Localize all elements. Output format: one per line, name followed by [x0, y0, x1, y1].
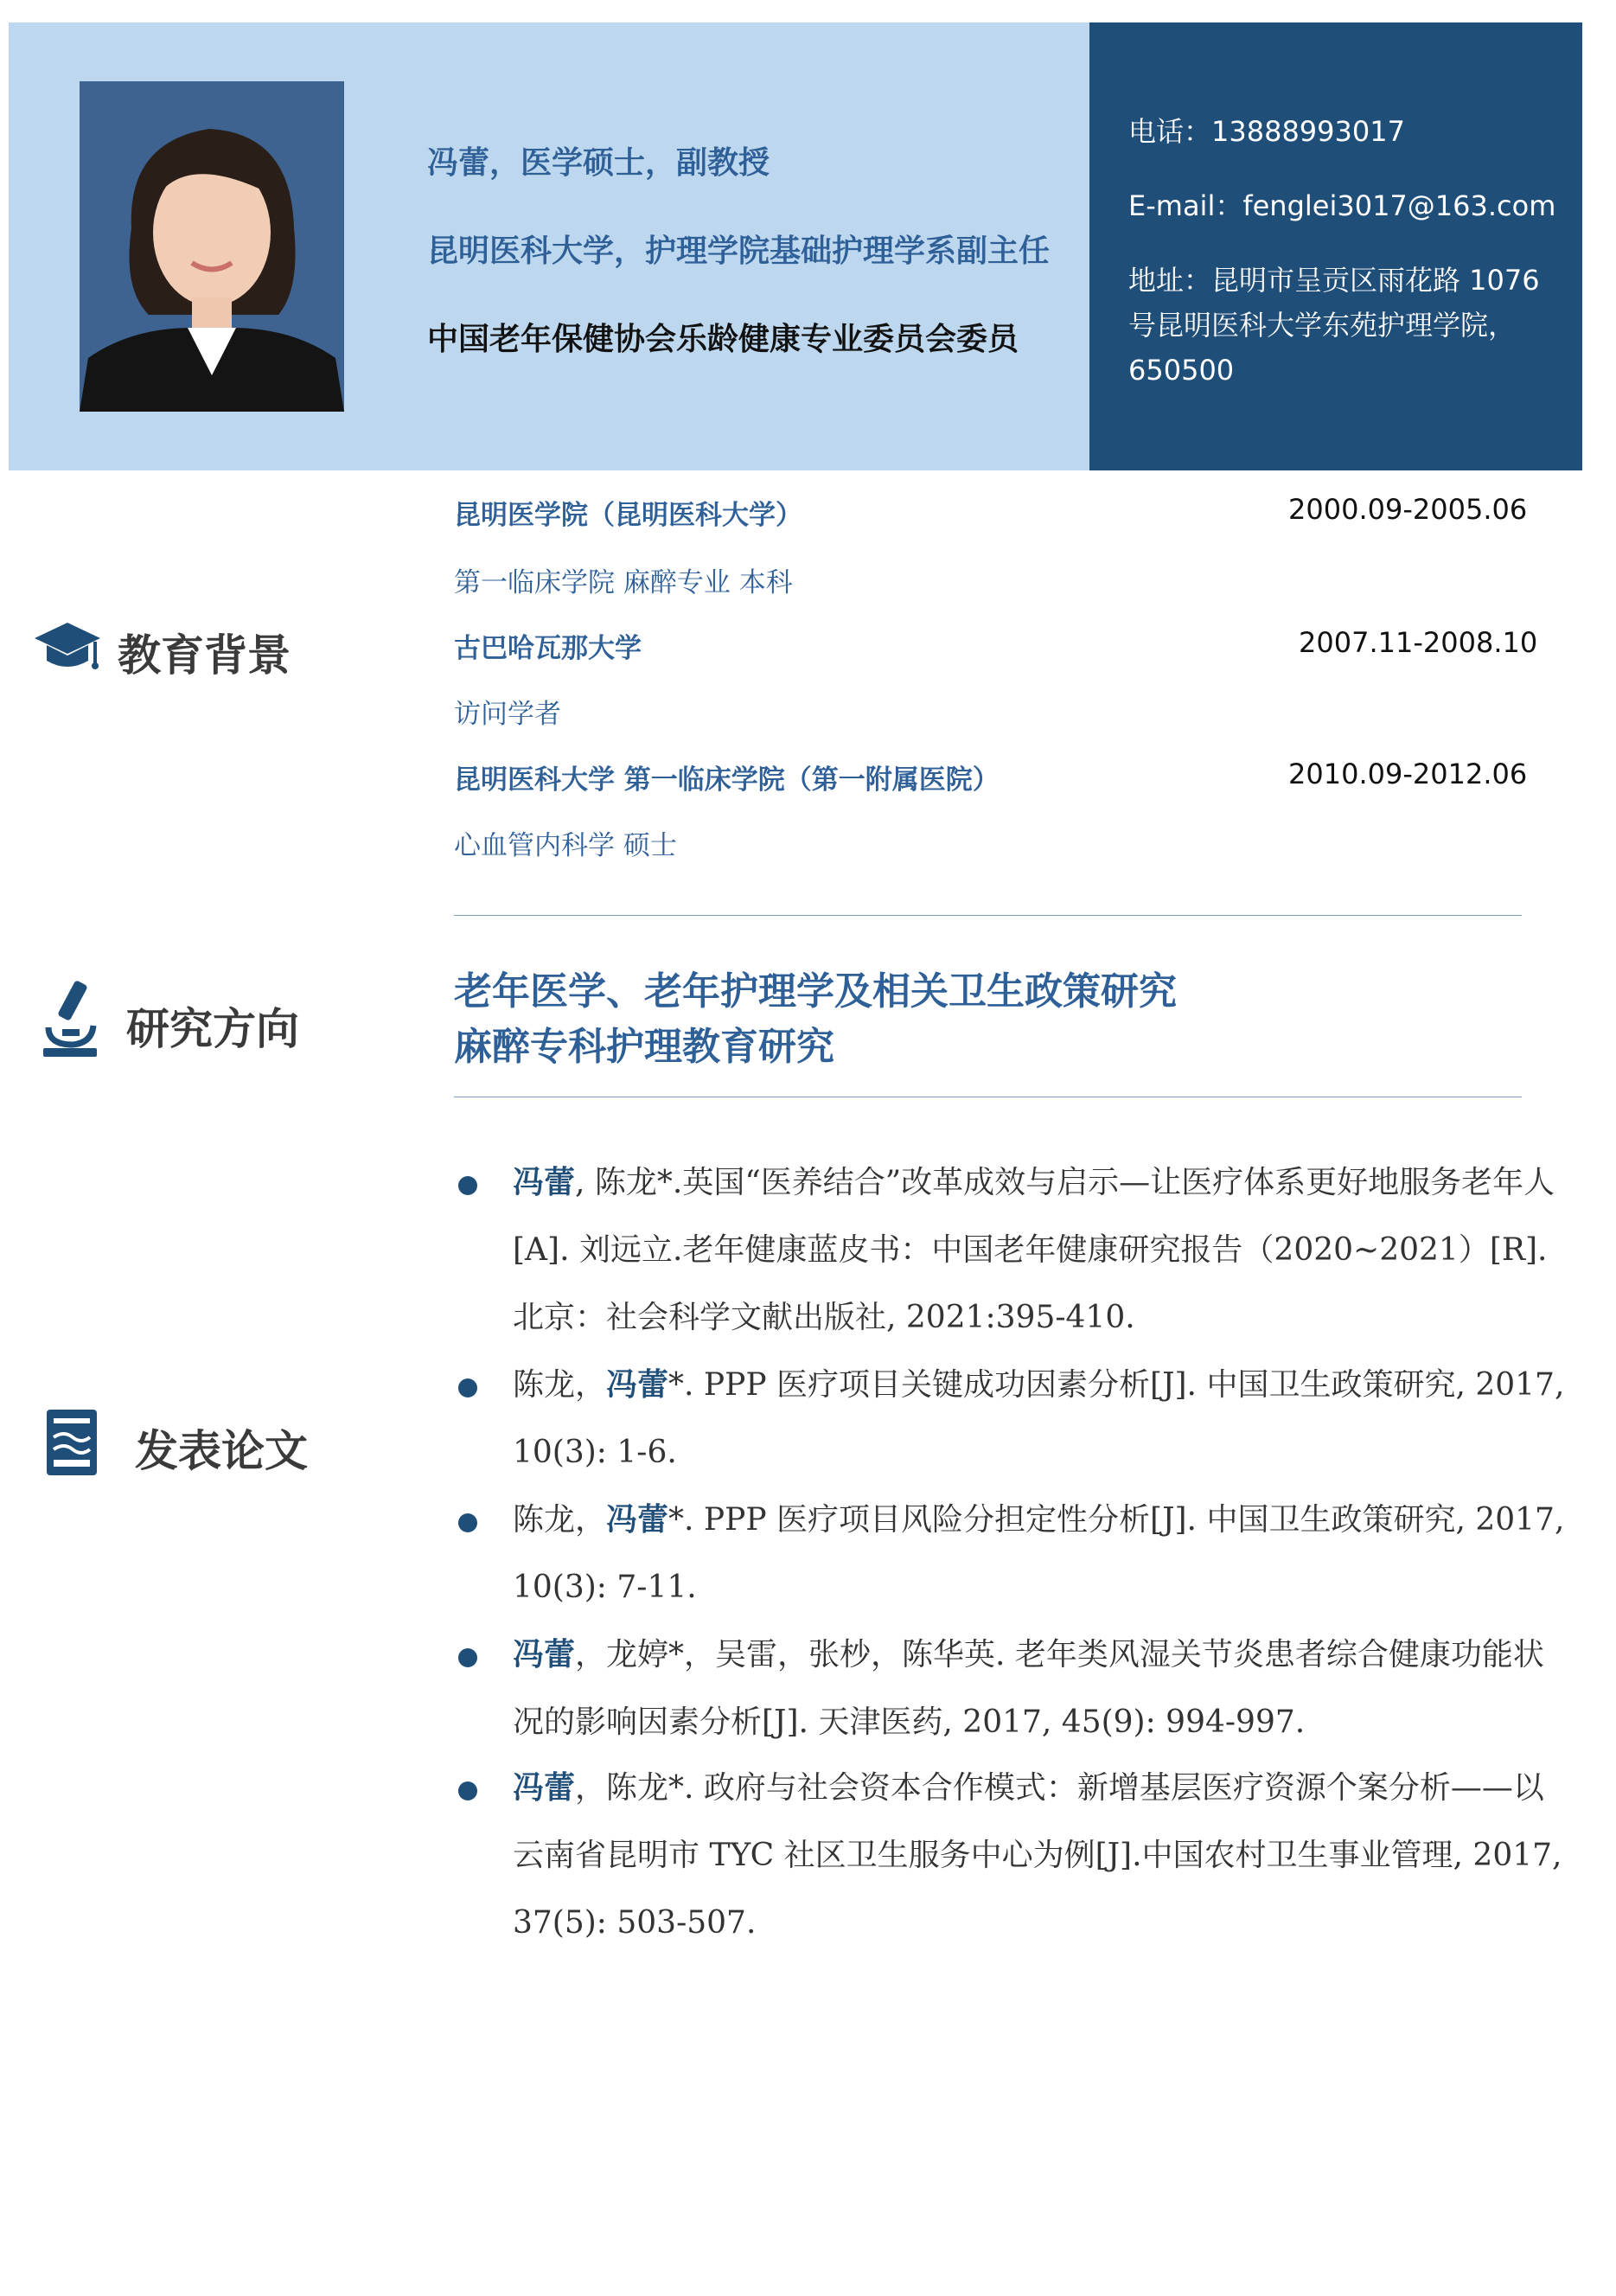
section-title-education: 教育背景	[118, 630, 291, 681]
contact-panel	[1089, 22, 1582, 470]
edu-detail-1: 第一临床学院 麻醉专业 本科	[454, 567, 793, 598]
header-name-title: 冯蕾，医学硕士，副教授	[427, 145, 770, 181]
contact-email[interactable]: E-mail：fenglei3017@163.com	[1128, 189, 1556, 222]
bullet-icon	[458, 1378, 477, 1397]
publication-item-4	[454, 1621, 1569, 1756]
section-title-publications: 发表论文	[135, 1426, 308, 1476]
pub-author-highlight: 冯蕾	[513, 1636, 576, 1672]
bullet-icon	[458, 1781, 477, 1800]
pub-author-highlight: 冯蕾	[606, 1501, 669, 1538]
publication-item-3	[454, 1486, 1569, 1621]
publication-item-1	[454, 1148, 1569, 1352]
pub-author-lead: 陈龙，	[513, 1502, 607, 1538]
pub-author-lead: 陈龙，	[513, 1367, 607, 1403]
edu-school-1: 昆明医学院（昆明医科大学）	[454, 500, 802, 531]
bullet-icon	[458, 1648, 477, 1667]
edu-school-3: 昆明医科大学 第一临床学院（第一附属医院）	[454, 764, 1000, 796]
profile-photo	[80, 81, 344, 412]
bullet-icon	[458, 1513, 477, 1532]
edu-date-3: 2010.09-2012.06	[1288, 758, 1528, 790]
edu-detail-3: 心血管内科学 硕士	[454, 830, 677, 861]
pub-text: *. PPP 医疗项目风险分担定性分析[J]. 中国卫生政策研究, 2017, 10(3): 7-11.	[513, 1502, 1565, 1605]
edu-detail-2: 访问学者	[454, 699, 561, 730]
section-title-research: 研究方向	[126, 1004, 299, 1054]
publication-item-2	[454, 1351, 1569, 1487]
portrait-image	[80, 81, 344, 412]
graduation-cap-icon	[33, 619, 102, 675]
header-affiliation: 昆明医科大学，护理学院基础护理学系副主任	[427, 233, 1051, 269]
pub-text: *. PPP 医疗项目关键成功因素分析[J]. 中国卫生政策研究, 2017, 10(3): 1-6.	[513, 1367, 1565, 1470]
document-icon	[43, 1406, 100, 1479]
contact-address: 地址：昆明市呈贡区雨花路 1076 号昆明医科大学东苑护理学院，650500	[1128, 264, 1540, 387]
research-topic-2: 麻醉专科护理教育研究	[454, 1025, 834, 1069]
publication-item-5	[454, 1754, 1569, 1957]
pub-author-highlight: 冯蕾	[513, 1769, 576, 1806]
microscope-icon	[40, 977, 100, 1058]
pub-text: ，龙婷*，吴雷，张杪，陈华英. 老年类风湿关节炎患者综合健康功能状况的影响因素分析[J]. 天津医药, 2017, 45(9): 994-997.	[513, 1637, 1544, 1740]
pub-text: ，陈龙*. 政府与社会资本合作模式：新增基层医疗资源个案分析——以云南省昆明市 TYC 社区卫生服务中心为例[J].中国农村卫生事业管理, 2017, 37(5): 503-507.	[513, 1770, 1562, 1941]
pub-text: , 陈龙*.英国“医养结合”改革成效与启示—让医疗体系更好地服务老年人[A]. 刘远立.老年健康蓝皮书：中国老年健康研究报告（2020~2021）[R]. 北京：社会科学文献出版社, 2021:395-410.	[513, 1165, 1555, 1335]
edu-date-1: 2000.09-2005.06	[1288, 493, 1528, 526]
header-committee: 中国老年保健协会乐龄健康专业委员会委员	[427, 322, 1019, 357]
research-topic-1: 老年医学、老年护理学及相关卫生政策研究	[454, 969, 1177, 1014]
bullet-icon	[458, 1176, 477, 1195]
edu-school-2: 古巴哈瓦那大学	[454, 633, 642, 664]
pub-author-highlight: 冯蕾	[513, 1164, 576, 1200]
edu-date-2: 2007.11-2008.10	[1299, 626, 1538, 659]
contact-phone: 电话：13888993017	[1128, 115, 1405, 148]
pub-author-highlight: 冯蕾	[606, 1366, 669, 1403]
divider-1	[454, 915, 1522, 916]
